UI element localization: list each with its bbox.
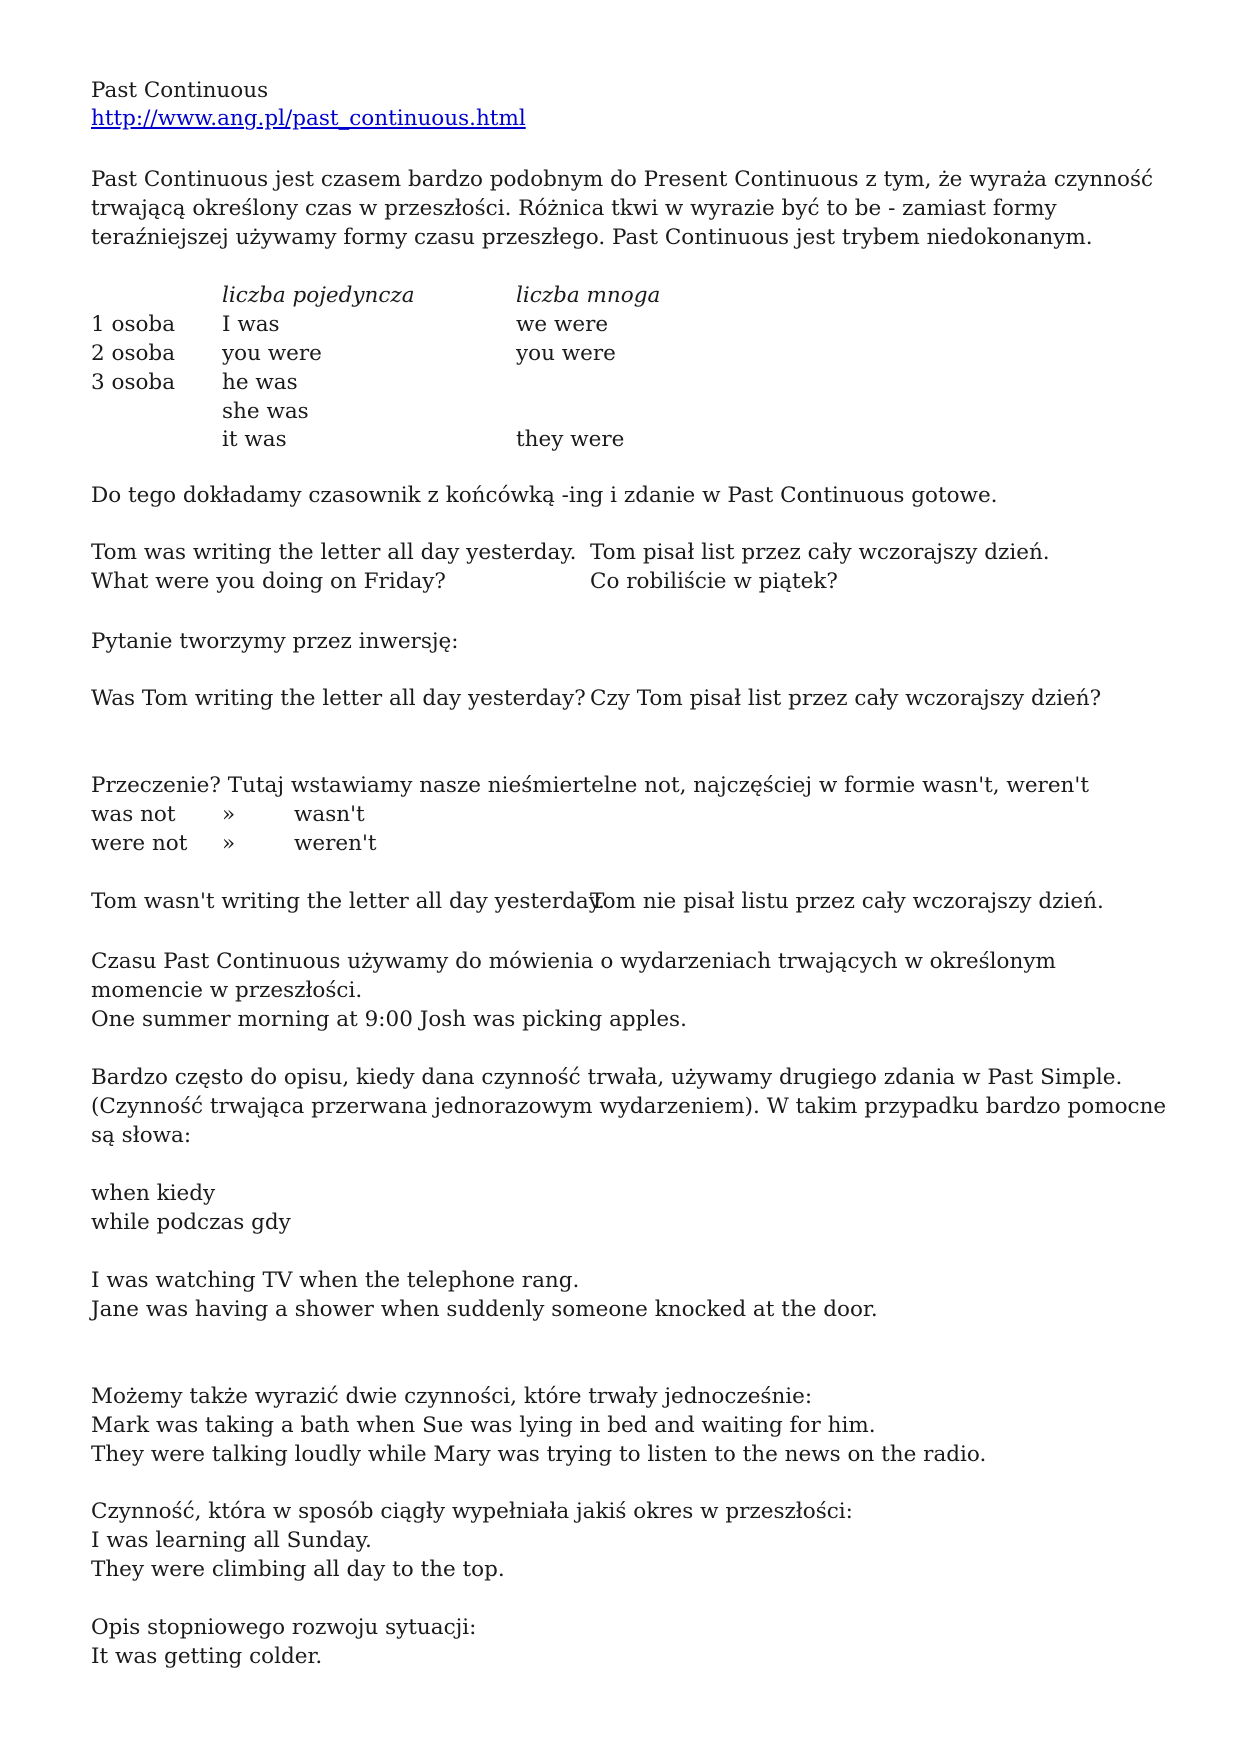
intro-line-3: teraźniejszej używamy formy czasu przeszłego. Past Continuous jest trybem niedokonanym. [91,225,1093,250]
source-link[interactable]: http://www.ang.pl/past_continuous.html [91,106,526,131]
ing-rule: Do tego dokładamy czasownik z końcówką -ing i zdanie w Past Continuous gotowe. [91,483,998,508]
plural-cell: they were [516,427,625,452]
singular-cell: she was [222,399,309,424]
word-when: when kiedy [91,1181,216,1206]
contraction-arrow: » [222,831,236,856]
word-while: while podczas gdy [91,1210,291,1235]
negation-example-en: Tom wasn't writing the letter all day yesterday. [91,889,605,914]
question-example-en: Was Tom writing the letter all day yesterday? [91,686,586,711]
plural-cell: we were [516,312,609,337]
example-en: Tom was writing the letter all day yesterday. [91,540,577,565]
singular-cell: it was [222,427,287,452]
example-en: What were you doing on Friday? [91,569,446,594]
singular-cell: he was [222,370,298,395]
continuous-period-heading: Czynność, która w sposób ciągły wypełniała jakiś okres w przeszłości: [91,1499,853,1524]
singular-cell: you were [222,341,322,366]
usage-heading-1: Czasu Past Continuous używamy do mówienia o wydarzeniach trwających w określonym [91,949,1056,974]
question-example-pl: Czy Tom pisał list przez cały wczorajszy dzień? [590,686,1102,711]
usage-heading-2: momencie w przeszłości. [91,978,363,1003]
past-simple-line-2: (Czynność trwająca przerwana jednorazowym wydarzeniem). W takim przypadku bardzo pomocne [91,1094,1167,1119]
person-cell: 3 osoba [91,370,176,395]
contraction-full: were not [91,831,188,856]
intro-line-1: Past Continuous jest czasem bardzo podobnym do Present Continuous z tym, że wyraża czynność [91,167,1154,192]
example-line: It was getting colder. [91,1644,323,1669]
person-cell: 1 osoba [91,312,176,337]
document-title: Past Continuous [91,78,269,103]
contraction-full: was not [91,802,176,827]
past-simple-line-1: Bardzo często do opisu, kiedy dana czynność trwała, używamy drugiego zdania w Past Simple. [91,1065,1123,1090]
contraction-short: wasn't [294,802,365,827]
example-line: They were climbing all day to the top. [91,1557,505,1582]
header-plural: liczba mnoga [516,283,661,308]
contraction-arrow: » [222,802,236,827]
past-simple-line-3: są słowa: [91,1123,192,1148]
contraction-short: weren't [294,831,377,856]
negation-example-pl: Tom nie pisał listu przez cały wczorajszy dzień. [590,889,1104,914]
singular-cell: I was [222,312,280,337]
negation-heading: Przeczenie? Tutaj wstawiamy nasze nieśmiertelne not, najczęściej w formie wasn't, weren't [91,773,1089,798]
question-heading: Pytanie tworzymy przez inwersję: [91,629,459,654]
plural-cell: you were [516,341,616,366]
gradual-heading: Opis stopniowego rozwoju sytuacji: [91,1615,477,1640]
example-line: They were talking loudly while Mary was trying to listen to the news on the radio. [91,1442,987,1467]
person-cell: 2 osoba [91,341,176,366]
example-line: Mark was taking a bath when Sue was lying in bed and waiting for him. [91,1413,876,1438]
header-singular: liczba pojedyncza [222,283,415,308]
example-pl: Tom pisał list przez cały wczorajszy dzień. [590,540,1050,565]
simultaneous-heading: Możemy także wyrazić dwie czynności, które trwały jednocześnie: [91,1384,813,1409]
example-line: Jane was having a shower when suddenly someone knocked at the door. [91,1297,878,1322]
example-line: I was watching TV when the telephone rang. [91,1268,580,1293]
example-line: I was learning all Sunday. [91,1528,372,1553]
intro-line-2: trwającą określony czas w przeszłości. Różnica tkwi w wyrazie być to be - zamiast formy [91,196,1057,221]
usage-example: One summer morning at 9:00 Josh was picking apples. [91,1007,687,1032]
example-pl: Co robiliście w piątek? [590,569,838,594]
